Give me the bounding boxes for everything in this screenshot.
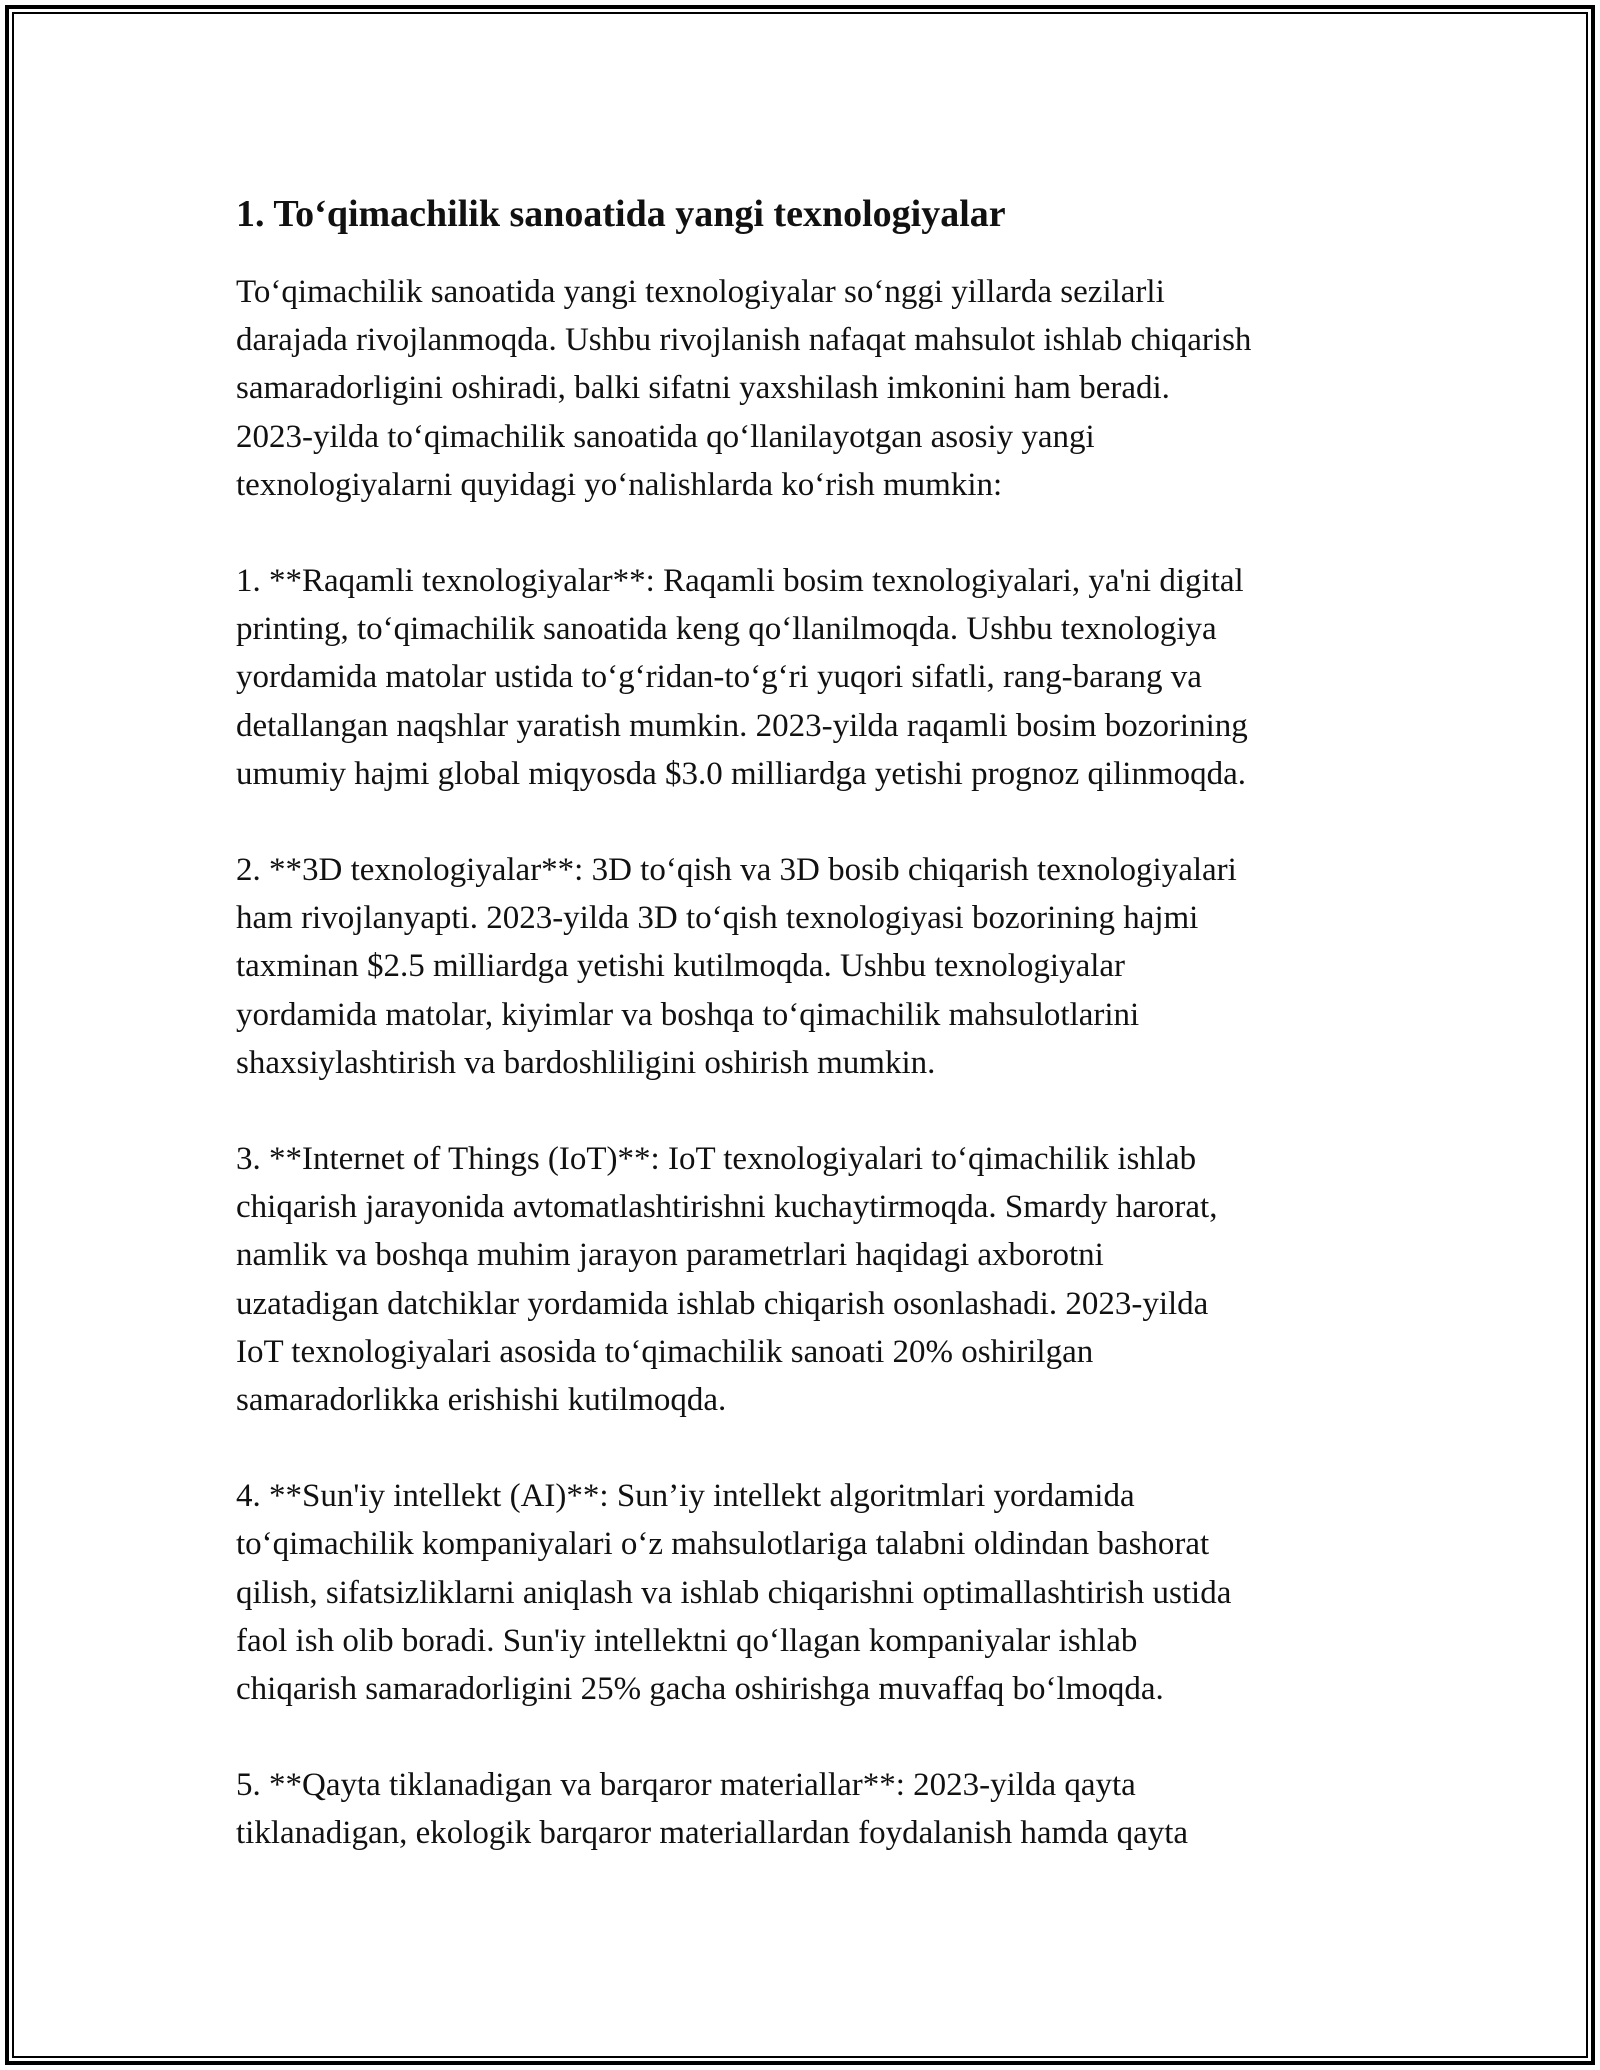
list-item-sustainable-materials: 5. **Qayta tiklanadigan va barqaror materiallar**: 2023-yilda qayta tiklanadigan, ekologik barqaror materiallardan foydalanish hamda qayta	[236, 1767, 1189, 1852]
document-body	[236, 186, 1376, 1858]
list-item-ai: 4. **Sun'iy intellekt (AI)**: Sun’iy intellekt algoritmlari yordamida to‘qimachilik kompaniyalari o‘z mahsulotlariga talabni oldindan bashorat qilish, sifatsizliklarni aniqlash va ishlab chiqarishni optimallashtirish ustida faol ish olib boradi. Sun'iy intellektni qo‘llagan kompaniyalar ishlab chiqarish samaradorligini 25% gacha oshirishga muvaffaq bo‘lmoqda.	[236, 1478, 1232, 1708]
list-item-iot: 3. **Internet of Things (IoT)**: IoT texnologiyalari to‘qimachilik ishlab chiqarish jarayonida avtomatlashtirishni kuchaytirmoqda. Smardy harorat, namlik va boshqa muhim jarayon parametrlari haqidagi axborotni uzatadigan datchiklar yordamida ishlab chiqarish osonlashadi. 2023-yilda IoT texnologiyalari asosida to‘qimachilik sanoati 20% oshirilgan samaradorlikka erishishi kutilmoqda.	[236, 1141, 1218, 1419]
section-title: 1. To‘qimachilik sanoatida yangi texnologiyalar	[236, 193, 1006, 235]
list-item-3d-tech: 2. **3D texnologiyalar**: 3D to‘qish va 3D bosib chiqarish texnologiyalari ham rivojlanyapti. 2023-yilda 3D to‘qish texnologiyasi bozorining hajmi taxminan $2.5 milliardga yetishi kutilmoqda. Ushbu texnologiyalar yordamida matolar, kiyimlar va boshqa to‘qimachilik mahsulotlarini shaxsiylashtirish va bardoshliligini oshirish mumkin.	[236, 852, 1237, 1081]
intro-paragraph: To‘qimachilik sanoatida yangi texnologiyalar so‘nggi yillarda sezilarli darajada rivojlanmoqda. Ushbu rivojlanish nafaqat mahsulot ishlab chiqarish samaradorligini oshiradi, balki sifatni yaxshilash imkonini ham beradi. 2023-yilda to‘qimachilik sanoatida qo‘llanilayotgan asosiy yangi texnologiyalarni quyidagi yo‘nalishlarda ko‘rish mumkin:	[236, 274, 1252, 503]
list-item-digital-tech: 1. **Raqamli texnologiyalar**: Raqamli bosim texnologiyalari, ya'ni digital printing, to‘qimachilik sanoatida keng qo‘llanilmoqda. Ushbu texnologiya yordamida matolar ustida to‘g‘ridan-to‘g‘ri yuqori sifatli, rang-barang va detallangan naqshlar yaratish mumkin. 2023-yilda raqamli bosim bozorining umumiy hajmi global miqyosda $3.0 milliardga yetishi prognoz qilinmoqda.	[236, 563, 1248, 792]
